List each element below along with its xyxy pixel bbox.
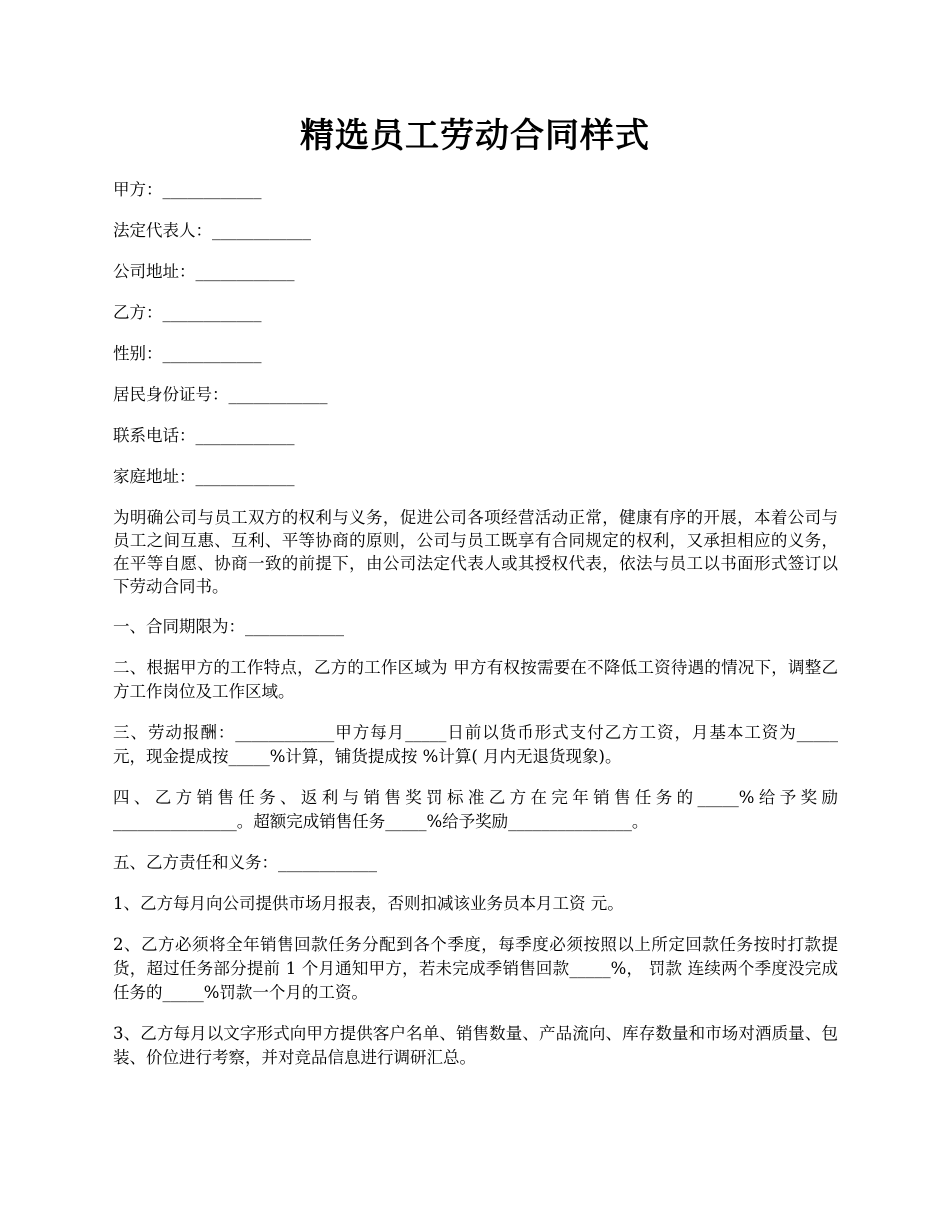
clause-remuneration: 三、劳动报酬：____________甲方每月_____日前以货币形式支付乙方工资，月基本工资为_____元，现金提成按_____%计算，铺货提成按 %计算( 月内无退货现象)。 — [113, 723, 838, 766]
clause-term: 一、合同期限为：____________ — [113, 617, 344, 636]
responsibility-item-2: 2、乙方必须将全年销售回款任务分配到各个季度，每季度必须按照以上所定回款任务按时打款提货，超过任务部分提前 1 个月通知甲方，若未完成季销售回款_____%， 罚款 连续两个季度没完成任务的_____%罚款一个月的工资。 — [113, 935, 838, 1002]
clause-responsibilities: 五、乙方责任和义务：____________ — [113, 853, 377, 872]
document-title: 精选员工劳动合同样式 — [300, 116, 650, 156]
clause-work-area: 二、根据甲方的工作特点，乙方的工作区域为 甲方有权按需要在不降低工资待遇的情况下，调整乙方工作岗位及工作区域。 — [113, 658, 838, 701]
company-address-field: 公司地址：____________ — [113, 262, 295, 281]
party-a-field: 甲方：____________ — [113, 180, 262, 199]
gender-field: 性别：____________ — [113, 344, 262, 363]
phone-field: 联系电话：____________ — [113, 426, 295, 445]
party-b-field: 乙方：____________ — [113, 303, 262, 322]
legal-representative-field: 法定代表人：____________ — [113, 221, 311, 240]
responsibility-item-3: 3、乙方每月以文字形式向甲方提供客户名单、销售数量、产品流向、库存数量和市场对酒质量、包装、价位进行考察，并对竞品信息进行调研汇总。 — [113, 1024, 838, 1067]
intro-paragraph: 为明确公司与员工双方的权利与义务，促进公司各项经营活动正常，健康有序的开展，本着公司与员工之间互惠、互利、平等协商的原则，公司与员工既享有合同规定的权利，又承担相应的义务，在平等自愿、协商一致的前提下，由公司法定代表人或其授权代表，依法与员工以书面形式签订以下劳动合同书。 — [113, 508, 838, 596]
clause-sales-targets: 四、乙方销售任务、返利与销售奖罚标准乙方在完年销售任务的_____%给予奖励_______________。超额完成销售任务_____%给予奖励_______________。 — [113, 788, 838, 831]
document-body — [113, 178, 838, 1087]
responsibility-item-1: 1、乙方每月向公司提供市场月报表，否则扣减该业务员本月工资 元。 — [113, 894, 624, 913]
home-address-field: 家庭地址：____________ — [113, 467, 295, 486]
id-number-field: 居民身份证号：____________ — [113, 385, 328, 404]
